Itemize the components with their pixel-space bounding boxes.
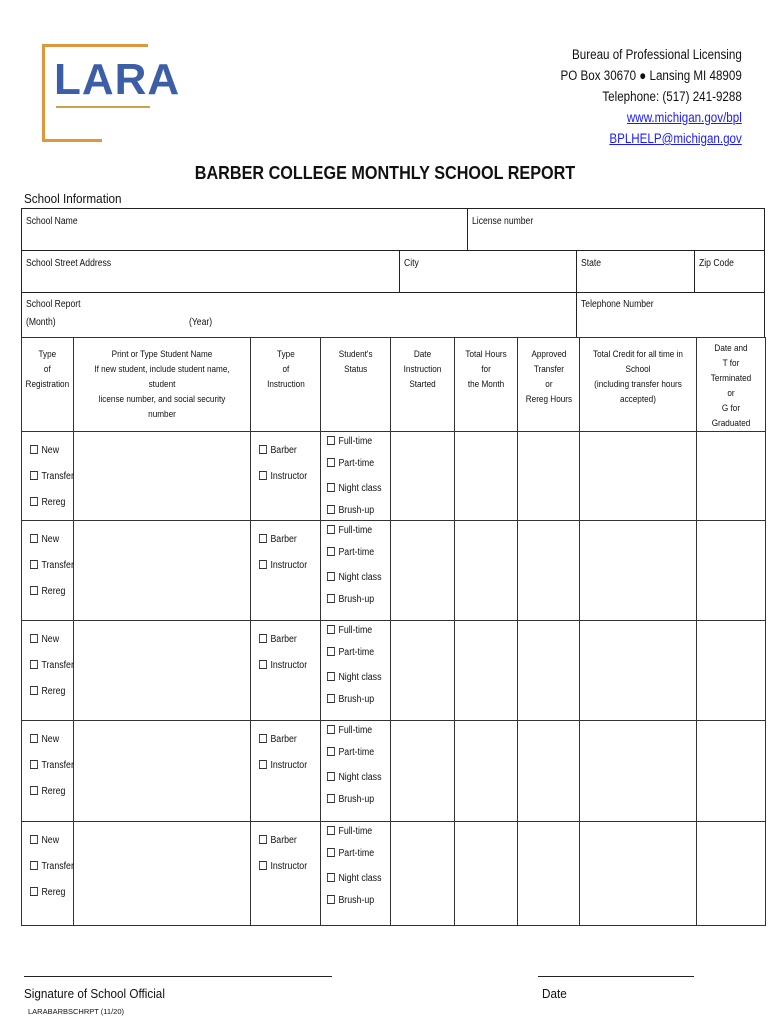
checkbox-label: Rereg [41, 887, 66, 898]
checkbox-label: Rereg [41, 497, 66, 508]
checkbox[interactable] [30, 686, 38, 695]
checkbox[interactable] [30, 534, 38, 543]
header-line: Type [276, 349, 295, 360]
telephone-label: Telephone Number [581, 299, 654, 310]
col-date-term [697, 338, 766, 432]
registration-option-transfer[interactable] [30, 660, 74, 671]
instruction-option-barber[interactable] [259, 534, 297, 545]
city-field[interactable] [399, 250, 577, 293]
student-report-table [21, 337, 766, 926]
student-status-cell [321, 432, 391, 521]
registration-option-rereg[interactable] [30, 497, 65, 508]
status-option-brush-up[interactable] [327, 794, 374, 805]
header-line: Print or Type Student Name [111, 349, 213, 360]
checkbox[interactable] [30, 835, 38, 844]
signature-line[interactable] [24, 976, 332, 977]
status-option-full-time[interactable] [327, 826, 372, 837]
registration-option-new[interactable] [30, 734, 59, 745]
registration-option-new[interactable] [30, 634, 59, 645]
checkbox-label: New [41, 835, 60, 846]
header-line: T for Terminated [710, 358, 752, 384]
header-line: If new student, include student name, student [94, 364, 230, 390]
checkbox[interactable] [259, 534, 267, 543]
col-student-status [321, 338, 391, 432]
checkbox-label: Full-time [338, 826, 373, 837]
date-term-cell[interactable] [697, 621, 766, 721]
checkbox[interactable] [259, 560, 267, 569]
checkbox-label: Brush-up [338, 505, 375, 516]
checkbox[interactable] [327, 525, 335, 534]
status-option-part-time[interactable] [327, 458, 374, 469]
header-line: Student's [338, 349, 373, 360]
instruction-option-instructor[interactable] [259, 760, 307, 771]
instruction-type-cell [251, 521, 321, 621]
checkbox[interactable] [30, 660, 38, 669]
status-option-brush-up[interactable] [327, 694, 374, 705]
status-option-night-class[interactable] [327, 873, 381, 884]
table-body [22, 432, 766, 926]
date-started-cell[interactable] [391, 822, 455, 926]
header-line: Rereg Hours [525, 394, 572, 405]
checkbox[interactable] [327, 594, 335, 603]
total-credit-cell[interactable] [580, 721, 697, 822]
checkbox[interactable] [30, 760, 38, 769]
date-started-cell[interactable] [391, 521, 455, 621]
registration-option-rereg[interactable] [30, 887, 65, 898]
header-line: or [727, 388, 735, 399]
total-credit-cell[interactable] [580, 432, 697, 521]
checkbox-label: Full-time [338, 525, 373, 536]
col-type-registration [22, 338, 74, 432]
total-credit-cell[interactable] [580, 621, 697, 721]
status-option-night-class[interactable] [327, 672, 381, 683]
telephone-field[interactable] [576, 292, 765, 338]
registration-option-new[interactable] [30, 835, 59, 846]
header-line: Transfer [533, 364, 564, 375]
checkbox[interactable] [259, 734, 267, 743]
col-student-name [74, 338, 251, 432]
checkbox-label: Night class [338, 572, 382, 583]
instruction-option-barber[interactable] [259, 835, 297, 846]
checkbox[interactable] [30, 445, 38, 454]
checkbox[interactable] [327, 436, 335, 445]
student-name-cell[interactable] [74, 432, 251, 521]
zip-label: Zip Code [699, 258, 734, 269]
checkbox-label: Brush-up [338, 895, 375, 906]
status-option-night-class[interactable] [327, 483, 381, 494]
date-started-cell[interactable] [391, 721, 455, 822]
section-label: School Information [24, 191, 122, 206]
header-line: of [282, 364, 289, 375]
checkbox-label: Transfer [41, 560, 74, 571]
registration-option-transfer[interactable] [30, 760, 74, 771]
bureau-name: Bureau of Professional Licensing [572, 47, 742, 62]
table-row [22, 721, 766, 822]
checkbox[interactable] [327, 505, 335, 514]
header-line: Instruction [266, 379, 305, 390]
instruction-type-cell [251, 621, 321, 721]
header-line: of [44, 364, 51, 375]
checkbox[interactable] [30, 471, 38, 480]
instruction-type-cell [251, 822, 321, 926]
school-name-field[interactable] [21, 208, 468, 251]
header-line: Date and [714, 343, 748, 354]
registration-option-transfer[interactable] [30, 471, 74, 482]
header-line: Status [343, 364, 368, 375]
instruction-option-barber[interactable] [259, 734, 297, 745]
approved-transfer-cell[interactable] [518, 521, 580, 621]
status-option-night-class[interactable] [327, 772, 381, 783]
checkbox[interactable] [30, 634, 38, 643]
table-header-row [22, 338, 766, 432]
page-title: BARBER COLLEGE MONTHLY SCHOOL REPORT [194, 163, 576, 183]
total-credit-cell[interactable] [580, 822, 697, 926]
header-line: the Month [467, 379, 505, 390]
date-label: Date [542, 986, 567, 1001]
checkbox[interactable] [327, 483, 335, 492]
registration-option-new[interactable] [30, 534, 59, 545]
registration-option-rereg[interactable] [30, 786, 65, 797]
approved-transfer-cell[interactable] [518, 721, 580, 822]
checkbox-label: Part-time [338, 747, 375, 758]
status-option-part-time[interactable] [327, 647, 374, 658]
signature-label: Signature of School Official [24, 986, 165, 1001]
student-status-cell [321, 822, 391, 926]
state-field[interactable] [576, 250, 695, 293]
email-link[interactable]: BPLHELP@michigan.gov [609, 131, 742, 146]
checkbox-label: Transfer [41, 471, 74, 482]
header-line: Date Instruction [403, 349, 442, 375]
header-line: Total Credit for all time in School [593, 349, 683, 375]
total-hours-cell[interactable] [455, 432, 518, 521]
checkbox[interactable] [327, 672, 335, 681]
checkbox[interactable] [327, 794, 335, 803]
date-term-cell[interactable] [697, 822, 766, 926]
checkbox[interactable] [259, 634, 267, 643]
instruction-option-instructor[interactable] [259, 471, 307, 482]
checkbox[interactable] [327, 458, 335, 467]
table-row [22, 822, 766, 926]
status-option-part-time[interactable] [327, 848, 374, 859]
checkbox[interactable] [327, 647, 335, 656]
registration-option-new[interactable] [30, 445, 59, 456]
checkbox-label: Brush-up [338, 594, 375, 605]
status-option-full-time[interactable] [327, 625, 372, 636]
checkbox-label: Full-time [338, 725, 373, 736]
registration-type-cell [22, 432, 74, 521]
registration-type-cell [22, 822, 74, 926]
checkbox-label: Rereg [41, 586, 66, 597]
checkbox-label: Instructor [270, 471, 308, 482]
table-row [22, 521, 766, 621]
date-started-cell[interactable] [391, 432, 455, 521]
logo-tagline-graphic [56, 106, 150, 111]
student-status-cell [321, 721, 391, 822]
checkbox[interactable] [30, 560, 38, 569]
checkbox-label: New [41, 534, 60, 545]
checkbox[interactable] [30, 734, 38, 743]
date-line[interactable] [538, 976, 694, 977]
checkbox[interactable] [30, 497, 38, 506]
status-option-full-time[interactable] [327, 436, 372, 447]
checkbox[interactable] [259, 760, 267, 769]
checkbox-label: Brush-up [338, 694, 375, 705]
checkbox[interactable] [327, 572, 335, 581]
checkbox-label: Barber [270, 534, 297, 545]
status-option-full-time[interactable] [327, 725, 372, 736]
date-term-cell[interactable] [697, 432, 766, 521]
license-number-field[interactable] [467, 208, 765, 251]
checkbox-label: Transfer [41, 760, 74, 771]
col-total-hours [455, 338, 518, 432]
checkbox-label: Barber [270, 835, 297, 846]
form-code: LARABARBSCHRPT (11/20) [28, 1007, 125, 1016]
checkbox[interactable] [30, 887, 38, 896]
date-started-cell[interactable] [391, 621, 455, 721]
city-label: City [404, 258, 419, 269]
student-status-cell [321, 521, 391, 621]
col-total-credit [580, 338, 697, 432]
header-line: Total Hours [465, 349, 507, 360]
instruction-option-instructor[interactable] [259, 660, 307, 671]
registration-option-transfer[interactable] [30, 861, 74, 872]
registration-option-rereg[interactable] [30, 586, 65, 597]
header-line: or [544, 379, 553, 390]
instruction-type-cell [251, 721, 321, 822]
header-line: for [481, 364, 491, 375]
student-name-cell[interactable] [74, 822, 251, 926]
month-label: (Month) [26, 317, 56, 328]
col-date-started [391, 338, 455, 432]
student-name-cell[interactable] [74, 621, 251, 721]
checkbox-label: Transfer [41, 861, 74, 872]
approved-transfer-cell[interactable] [518, 822, 580, 926]
checkbox-label: Part-time [338, 458, 375, 469]
status-option-part-time[interactable] [327, 747, 374, 758]
checkbox-label: Instructor [270, 760, 308, 771]
license-number-label: License number [472, 216, 534, 227]
postal-address: PO Box 30670 ● Lansing MI 48909 [560, 68, 742, 83]
checkbox-label: Instructor [270, 560, 308, 571]
checkbox-label: Full-time [338, 436, 373, 447]
header-line: accepted) [620, 394, 656, 405]
street-address-field[interactable] [21, 250, 400, 293]
checkbox[interactable] [327, 625, 335, 634]
instruction-option-instructor[interactable] [259, 560, 307, 571]
registration-option-transfer[interactable] [30, 560, 74, 571]
checkbox[interactable] [327, 772, 335, 781]
status-option-brush-up[interactable] [327, 895, 374, 906]
table-row [22, 621, 766, 721]
checkbox[interactable] [327, 747, 335, 756]
student-name-cell[interactable] [74, 721, 251, 822]
status-option-brush-up[interactable] [327, 594, 374, 605]
checkbox[interactable] [259, 471, 267, 480]
checkbox[interactable] [259, 660, 267, 669]
instruction-option-barber[interactable] [259, 445, 297, 456]
instruction-option-barber[interactable] [259, 634, 297, 645]
checkbox-label: Part-time [338, 547, 375, 558]
registration-type-cell [22, 721, 74, 822]
checkbox-label: Barber [270, 634, 297, 645]
checkbox-label: Barber [270, 734, 297, 745]
year-label: (Year) [189, 317, 213, 328]
checkbox[interactable] [327, 826, 335, 835]
table-row [22, 432, 766, 521]
checkbox[interactable] [259, 445, 267, 454]
header-line: Registration [25, 379, 70, 390]
date-term-cell[interactable] [697, 521, 766, 621]
header-line: Approved [531, 349, 566, 360]
zip-field[interactable] [694, 250, 765, 293]
checkbox-label: Transfer [41, 660, 74, 671]
checkbox-label: Night class [338, 483, 382, 494]
report-period-field[interactable] [21, 292, 577, 338]
checkbox[interactable] [259, 861, 267, 870]
telephone: Telephone: (517) 241-9288 [602, 89, 742, 104]
checkbox-label: Night class [338, 672, 382, 683]
state-label: State [581, 258, 602, 269]
date-term-cell[interactable] [697, 721, 766, 822]
col-type-instruction [251, 338, 321, 432]
checkbox-label: Rereg [41, 686, 66, 697]
checkbox-label: Part-time [338, 647, 375, 658]
website-link[interactable]: www.michigan.gov/bpl [627, 110, 742, 125]
student-name-cell[interactable] [74, 521, 251, 621]
status-option-brush-up[interactable] [327, 505, 374, 516]
contact-block [561, 44, 742, 149]
status-option-part-time[interactable] [327, 547, 374, 558]
total-hours-cell[interactable] [455, 521, 518, 621]
approved-transfer-cell[interactable] [518, 621, 580, 721]
header-line: Started [409, 379, 436, 390]
checkbox[interactable] [30, 861, 38, 870]
col-approved-transfer [518, 338, 580, 432]
instruction-option-instructor[interactable] [259, 861, 307, 872]
header-line: Type [38, 349, 57, 360]
checkbox-label: New [41, 634, 60, 645]
checkbox-label: Instructor [270, 660, 308, 671]
checkbox-label: Night class [338, 873, 382, 884]
checkbox-label: Full-time [338, 625, 373, 636]
school-name-label: School Name [26, 216, 78, 227]
registration-option-rereg[interactable] [30, 686, 65, 697]
checkbox[interactable] [327, 895, 335, 904]
student-status-cell [321, 621, 391, 721]
status-option-full-time[interactable] [327, 525, 372, 536]
header-line: (including transfer hours [594, 379, 682, 390]
total-credit-cell[interactable] [580, 521, 697, 621]
checkbox[interactable] [327, 725, 335, 734]
checkbox-label: Barber [270, 445, 297, 456]
checkbox[interactable] [327, 547, 335, 556]
status-option-night-class[interactable] [327, 572, 381, 583]
registration-type-cell [22, 521, 74, 621]
lara-logo: LARA [54, 55, 181, 104]
checkbox[interactable] [30, 586, 38, 595]
instruction-type-cell [251, 432, 321, 521]
checkbox-label: Instructor [270, 861, 308, 872]
header-line: G for Graduated [711, 403, 751, 429]
checkbox-label: Part-time [338, 848, 375, 859]
checkbox[interactable] [327, 873, 335, 882]
registration-type-cell [22, 621, 74, 721]
checkbox-label: Rereg [41, 786, 66, 797]
checkbox[interactable] [259, 835, 267, 844]
total-hours-cell[interactable] [455, 721, 518, 822]
header-line: license number, and social security number [98, 394, 226, 420]
street-address-label: School Street Address [26, 258, 112, 269]
checkbox[interactable] [327, 694, 335, 703]
checkbox[interactable] [30, 786, 38, 795]
checkbox-label: Brush-up [338, 794, 375, 805]
school-report-label: School Report [26, 299, 81, 310]
total-hours-cell[interactable] [455, 621, 518, 721]
checkbox[interactable] [327, 848, 335, 857]
checkbox-label: New [41, 445, 60, 456]
total-hours-cell[interactable] [455, 822, 518, 926]
checkbox-label: New [41, 734, 60, 745]
approved-transfer-cell[interactable] [518, 432, 580, 521]
checkbox-label: Night class [338, 772, 382, 783]
